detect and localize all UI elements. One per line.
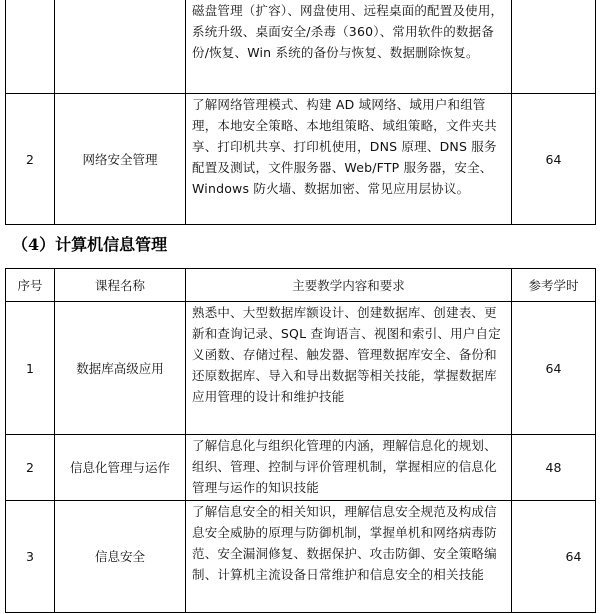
table-row [6,435,596,501]
course-description: 了解网络管理模式、构建 AD 域网络、域用户和组管理，本地安全策略、本地组策略、域组策略，文件夹共享、打印机共享、打印机使用，DNS 原理、DNS 服务配置及测试，文件服务器、Web/FTP 服务器，安全、Windows 防火墙、数据加密、常见应用层协议。 [186,94,512,225]
table-row [6,0,596,94]
course-table-network [5,0,596,225]
course-hours: 64 [512,94,596,225]
section-title: （4）计算机信息管理 [12,235,168,254]
table-row [6,94,596,225]
course-hours: 48 [512,435,596,501]
row-index [6,0,55,94]
header-course-name: 课程名称 [55,269,186,302]
row-index: 2 [6,94,55,225]
course-description: 熟悉中、大型数据库额设计、创建数据库、创建表、更新和查询记录、SQL 查询语言、视图和索引、用户自定义函数、存储过程、触发器、管理数据库安全、备份和还原数据库、导入和导出数据等相关技能，掌握数据库应用管理的设计和维护技能 [186,302,512,435]
course-hours [512,0,596,94]
course-description: 了解信息安全的相关知识，理解信息安全规范及构成信息安全威胁的原理与防御机制，掌握单机和网络病毒防范、安全漏洞修复、数据保护、攻击防御、安全策略编制、计算机主流设备日常维护和信息安全的相关技能 [186,501,512,613]
course-name: 网络安全管理 [55,94,186,225]
header-index: 序号 [6,269,55,302]
course-table-info-management [5,268,596,613]
course-description: 了解信息化与组织化管理的内涵，理解信息化的规划、组织、管理、控制与评价管理机制，掌握相应的信息化管理与运作的知识技能 [186,435,512,501]
table-row [6,302,596,435]
course-name: 信息安全 [55,501,186,613]
header-description: 主要教学内容和要求 [186,269,512,302]
table-row [6,501,596,613]
course-name: 数据库高级应用 [55,302,186,435]
row-index: 2 [6,435,55,501]
course-hours: 64 [512,501,596,613]
course-name [55,0,186,94]
table-header-row [6,269,596,302]
row-index: 1 [6,302,55,435]
course-hours: 64 [512,302,596,435]
row-index: 3 [6,501,55,613]
course-name: 信息化管理与运作 [55,435,186,501]
header-hours: 参考学时 [512,269,596,302]
course-description: 磁盘管理（扩容）、网盘使用、远程桌面的配置及使用，系统升级、桌面安全/杀毒（360）、常用软件的数据备份/恢复、Win 系统的备份与恢复、数据删除恢复。 [186,0,512,94]
